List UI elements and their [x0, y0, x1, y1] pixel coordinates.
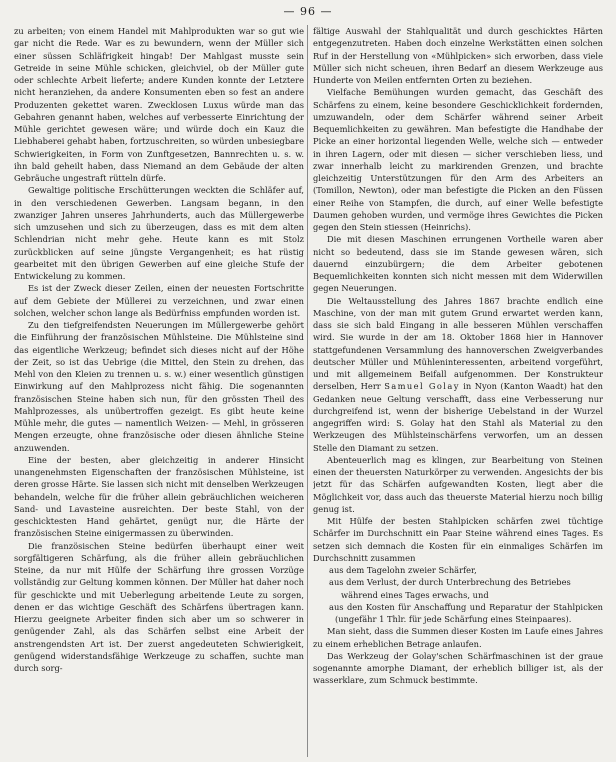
paragraph: Man sieht, dass die Summen dieser Kosten im Laufe eines Jahres zu einem erheblichen Betrage anlaufen.: [313, 626, 603, 649]
list-item: aus dem Tagelohn zweier Schärfer,: [329, 565, 477, 575]
paragraph: Vielfache Bemühungen wurden gemacht, das Geschäft des Schärfens zu einem, keine besondere Geschicklichkeit fordernden, umzuwandeln, oder dem Schärfer während seiner Arbeit Bequemlichkeiten zu gewähren. Man befestigte die Handhabe der Picke an einer horizontal liegenden Welle, welche sich — entweder in ihren Lagern, oder mit diesen — sicher verschieben liess, und zwar innerhalb leicht zu markirenden Grenzen, und brachte gleichzeitig Unterstützungen für den Arm des Arbeiters an (Tomillon, Newton), oder man befestigte die Picken an den Füssen einer Reihe von Stampfen, die durch, auf einer Welle befestigte Daumen gehoben wurden, und vermöge ihres Gewichtes die Picken gegen den Stein stiessen (Heinrichs).: [313, 87, 603, 232]
list-item: aus den Kosten für Anschaffung und Reparatur der Stahlpicken (ungefähr 1 Thlr. für jede Schärfung eines Steinpaares).: [329, 601, 603, 624]
page-number: — 96 —: [283, 5, 333, 18]
paragraph-text: Die Weltausstellung des Jahres 1867 brachte endlich eine Maschine, von der man mit gutem Grund erwartet werden kann, dass sie sich bald Eingang in alle besseren Mühlen verschaffen wird. Sie wurde in der am 18. Oktober 1868 hier in Hannover stattgefundenen Versammlung des hannoverschen Zweigverbandes deutscher Müller und Mühleninteressenten, arbeitend vorgeführt, und mit allgemeinem Beifall aufgenommen. Der Konstrukteur derselben, Herr: [313, 295, 603, 392]
paragraph: Mit Hülfe der besten Stahlpicken schärfen zwei tüchtige Schärfer im Durchschnitt ein Paar Steine während eines Tages. Es setzen sich demnach die Kosten für ein einmaliges Schärfen im Durchschnitt zusammen: [313, 516, 603, 563]
right-column: [313, 25, 603, 760]
column-divider: [307, 25, 308, 757]
paragraph: Das Werkzeug der Golay'schen Schärfmaschinen ist der graue sogenannte amorphe Diamant, der erheblich billiger ist, als der wasserklare, zum Schmuck bestimmte.: [313, 650, 603, 686]
list-item: während eines Tages erwachs, und: [341, 589, 489, 600]
paragraph: [313, 295, 603, 454]
paragraph: Es ist der Zweck dieser Zeilen, einen der neuesten Fortschritte auf dem Gebiete der Müllerei zu verzeichnen, und zwar einen solchen, welcher schon lange als Bedürfniss empfunden worden ist.: [14, 283, 304, 318]
inventor-name: Samuel Golay: [384, 381, 460, 392]
list-item: aus dem Verlust, der durch Unterbrechung des Betriebes: [329, 577, 571, 588]
paragraph: Gewaltige politische Erschütterungen weckten die Schläfer auf, in den verschiedenen Gewerben. Langsam begann, in den zwanziger Jahren unseres Jahrhunderts, auch das Müllergewerbe sich umzusehen und sich zu überzeugen, dass es mit dem alten Schlendrian nicht mehr gehe. Heute kann es mit Stolz zurückblicken auf seine jüngste Vergangenheit; es hat rüstig gearbeitet mit den übrigen Gewerben auf eine gleiche Stufe der Entwickelung zu kommen.: [14, 185, 304, 281]
left-column: [14, 25, 304, 760]
paragraph: Eine der besten, aber gleichzeitig in anderer Hinsicht unangenehmsten Eigenschaften der französischen Mühlsteine, ist deren grosse Härte. Sie lassen sich nicht mit denselben Werkzeugen behandeln, welche für die früher allein gebräuchlichen weicheren Sand- und Lavasteine ausreichten. Der beste Stahl, von der geschicktesten Hand gehärtet, genügt nur, die Härte der französischen Steine einigermassen zu überwinden.: [14, 454, 304, 539]
paragraph-text: in Nyon (Kanton Waadt) hat den Gedanken neue Geltung verschafft, dass eine Verbesserung nur durchgreifend ist, wenn der bisherige Uebelstand in der Wurzel angegriffen wird: S. Golay hat den Stahl als Material zu den Werkzeugen des Mühlsteinschärfens verworfen, um an dessen Stelle den Diamant zu setzen.: [313, 381, 603, 453]
paragraph: Die mit diesen Maschinen errungenen Vortheile waren aber nicht so bedeutend, dass sie im Stande gewesen wären, sich dauernd einzubürgern; die dem Arbeiter gebotenen Bequemlichkeiten konnten sich nicht messen mit dem Widerwillen gegen Neuerungen.: [313, 234, 603, 294]
paragraph: Abenteuerlich mag es klingen, zur Bearbeitung von Steinen einen der theuersten Naturkörper zu verwenden. Angesichts der bis jetzt für das Schärfen aufgewandten Kosten, liegt aber die Möglichkeit vor, dass auch das theuerste Material hierzu noch billig genug ist.: [313, 454, 603, 514]
paragraph: Die französischen Steine bedürfen überhaupt einer weit sorgfältigeren Schärfung, als die früher allein gebräuchlichen Steine, da nur mit Hülfe der Schärfung ihre grossen Vorzüge vollständig zur Geltung kommen können. Der Müller hat daher noch für geschickte und mit Ueberlegung arbeitende Leute zu sorgen, denen er das wichtige Geschäft des Schärfens übertragen kann. Hierzu geeignete Arbeiter finden sich aber um so schwerer in genügender Zahl, als das Schärfen selbst eine Arbeit der anstrengendsten Art ist. Der zuerst angedeuteten Schwierigkeit, genügend widerstandsfähige Werkzeuge zu schaffen, suchte man durch sorg-: [14, 540, 304, 673]
paragraph: fältige Auswahl der Stahlqualität und durch geschicktes Härten entgegenzutreten. Haben doch einzelne Werkstätten einen solchen Ruf in der Herstellung von «Mühlpicken» sich erworben, dass viele Müller sich nicht scheuen, ihren Bedarf an diesem Werkzeuge aus Hunderte von Meilen entfernten Orten zu beziehen.: [313, 26, 603, 85]
paragraph: Zu den tiefgreifendsten Neuerungen im Müllergewerbe gehört die Einführung der französischen Mühlsteine. Die Mühlsteine sind das eigentliche Werkzeug; befindet sich dieses nicht auf der Höhe der Zeit, so ist das Uebrige (die Mittel, den Stein zu drehen, das Mehl von den Kleien zu trennen u. s. w.) einer wesentlich günstigen Einwirkung auf den Mahlprozess nicht fähig. Die sogenannten französischen Steine haben sich nun, für den grössten Theil des Mahlprozesses, als unübertroffen gezeigt. Es gibt heute keine Mühle mehr, die gutes — namentlich Weizen- — Mehl, in grösseren Mengen erzeugte, ohne französische oder diesen ähnliche Steine anzuwenden.: [14, 320, 304, 453]
paragraph: zu arbeiten; von einem Handel mit Mahlprodukten war so gut wie gar nicht die Rede. War es zu bewundern, wenn der Müller sich einer süssen Schläfrigkeit hingab! Der Mahlgast musste sein Getreide in seine Mühle schicken, gleichviel, ob der Müller gute oder schlechte Arbeit lieferte; andere Kunden konnte der Letztere nicht heranziehen, da andere Konsumenten eben so fest an andere Produzenten gekettet waren. Zwecklosen Luxus würde man das Gebahren genannt haben, welches auf verbesserte Einrichtung der Mühle gerichtet gewesen wäre; und würde doch ein Kauz die Liebhaberei gehabt haben, fortzuschreiten, so würden unbesiegbare Schwierigkeiten, in Form von Zunftgesetzen, Bannrechten u. s. w. ihn bald geheilt haben, dass Niemand an dem Gebäude der alten Gebräuche ungestraft rütteln dürfe.: [14, 26, 304, 183]
